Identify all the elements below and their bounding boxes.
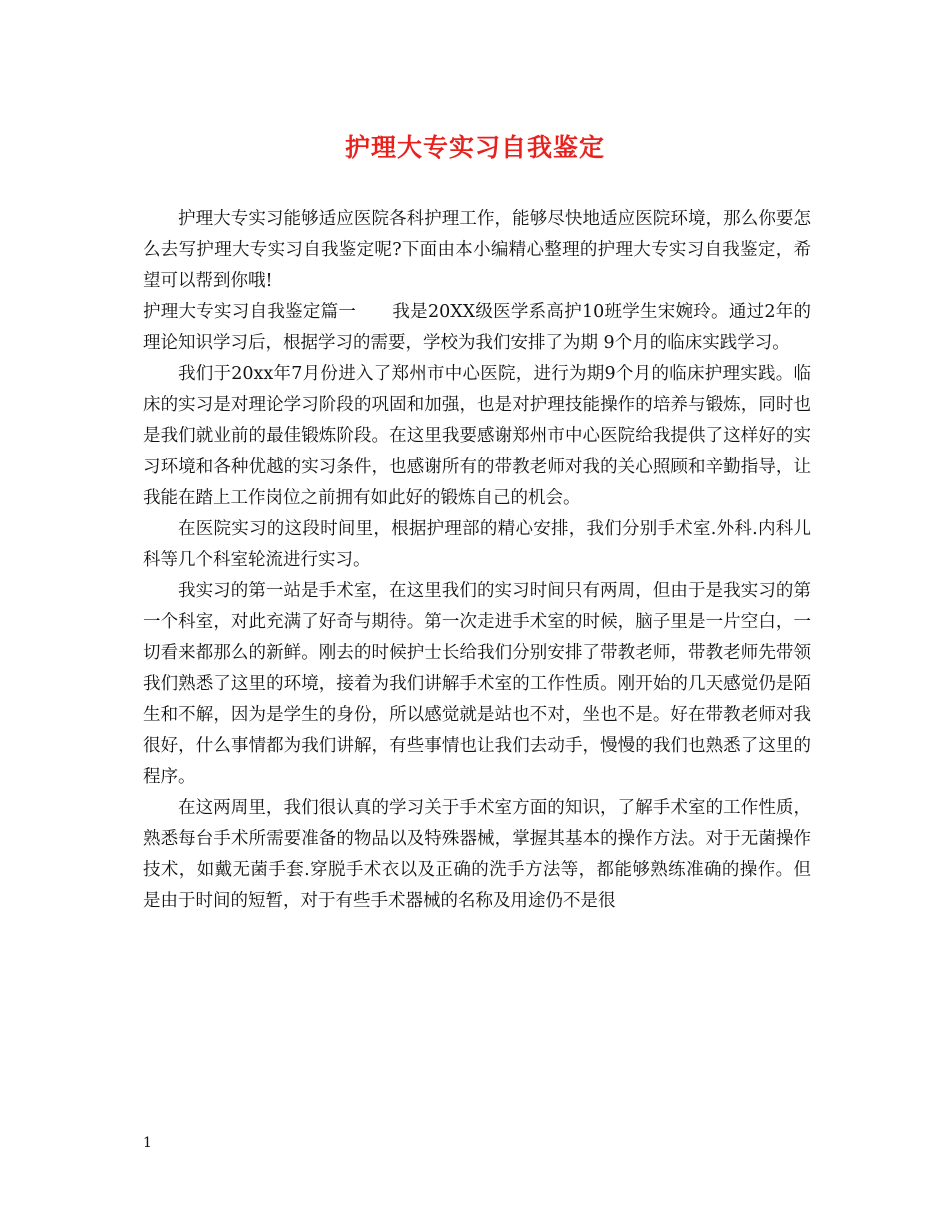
intro-paragraph: 护理大专实习能够适应医院各科护理工作，能够尽快地适应医院环境，那么你要怎么去写护理大专实习自我鉴定呢?下面由本小编精心整理的护理大专实习自我鉴定，希望可以帮到你哦! [143,209,811,291]
document-body [143,204,811,917]
body-paragraph-4: 在这两周里，我们很认真的学习关于手术室方面的知识，了解手术室的工作性质，熟悉每台手术所需要准备的物品以及特殊器械，掌握其基本的操作方法。对于无菌操作技术，如戴无菌手套.穿脱手术衣以及正确的洗手方法等，都能够熟练准确的操作。但是由于时间的短暂，对于有些手术器械的名称及用途仍不是很 [143,798,811,911]
body-paragraph-2: 在医院实习的这段时间里，根据护理部的精心安排，我们分别手术室.外科.内科儿科等几个科室轮流进行实习。 [143,519,811,570]
section-paragraph [143,297,811,359]
section-first-text: 我是20XX级医学系高护10班学生宋婉玲。通过2年的理论知识学习后，根据学习的需要，学校为我们安排了为期 9个月的临床实践学习。 [143,302,812,353]
document-title: 护理大专实习自我鉴定 [344,133,605,162]
body-paragraph-1: 我们于20xx年7月份进入了郑州市中心医院，进行为期9个月的临床护理实践。临床的实习是对理论学习阶段的巩固和加强，也是对护理技能操作的培养与锻炼，同时也是我们就业前的最佳锻炼阶段。在这里我要感谢郑州市中心医院给我提供了这样好的实习环境和各种优越的实习条件，也感谢所有的带教老师对我的关心照顾和辛勤指导，让我能在踏上工作岗位之前拥有如此好的锻炼自己的机会。 [143,364,811,508]
section-heading: 护理大专实习自我鉴定篇一 [143,302,357,322]
page-number: 1 [143,1135,152,1151]
body-paragraph-3: 我实习的第一站是手术室，在这里我们的实习时间只有两周，但由于是我实习的第一个科室，对此充满了好奇与期待。第一次走进手术室的时候，脑子里是一片空白，一切看来都那么的新鲜。刚去的时候护士长给我们分别安排了带教老师，带教老师先带领我们熟悉了这里的环境，接着为我们讲解手术室的工作性质。刚开始的几天感觉仍是陌生和不解，因为是学生的身份，所以感觉就是站也不对，坐也不是。好在带教老师对我很好，什么事情都为我们讲解，有些事情也让我们去动手，慢慢的我们也熟悉了这里的程序。 [143,581,811,787]
